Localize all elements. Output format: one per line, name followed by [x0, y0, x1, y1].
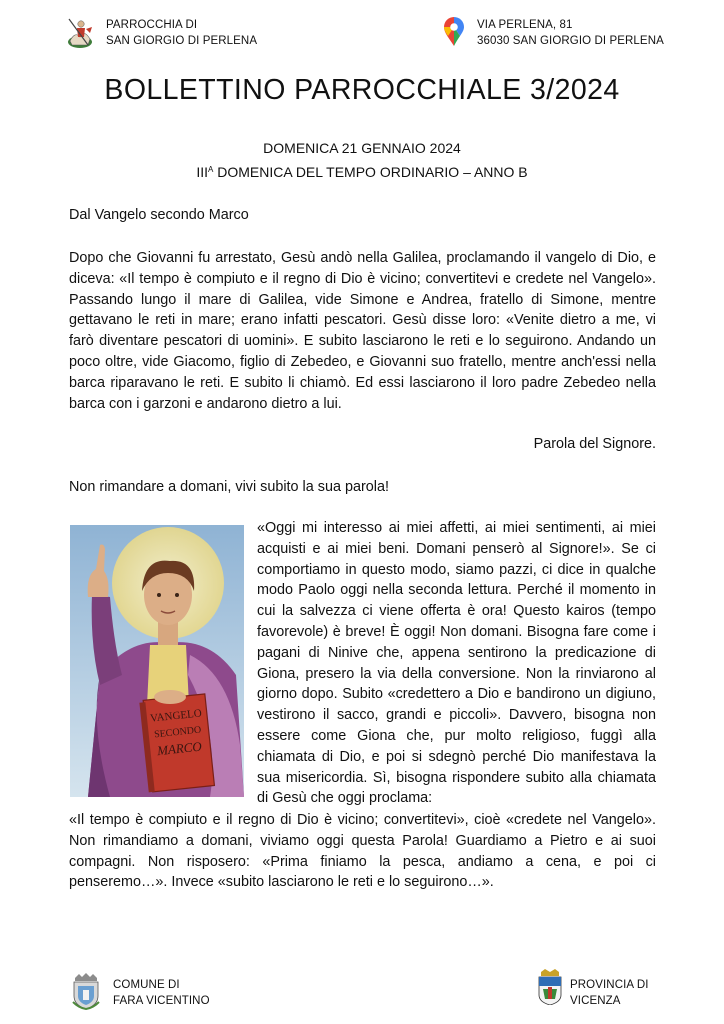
parish-line1: PARROCCHIA DI — [106, 19, 198, 31]
bulletin-title: BOLLETTINO PARROCCHIALE 3/2024 — [104, 74, 620, 106]
comune-crest-icon — [71, 972, 101, 1010]
reflection-text-full-width: «Il tempo è compiuto e il regno di Dio è vicino; convertitevi», cioè «credete nel Vangelo». Non rimandiamo a domani, viviamo oggi questa Parola! Guardiamo a Pietro e ai suoi compagni. Non risposero: «Prima finiamo la pesca, andiamo a cena, e poi ci penseremo…». Invece «subito lasciarono le reti e lo seguirono…». — [69, 812, 656, 891]
comune-line1: COMUNE DI — [113, 979, 180, 991]
map-pin-icon — [443, 17, 465, 47]
provincia-name — [570, 977, 649, 1009]
parish-name — [106, 17, 257, 49]
parish-line2: SAN GIORGIO DI PERLENA — [106, 35, 258, 47]
parish-logo-icon — [66, 15, 94, 51]
book-line3: MARCO — [156, 738, 203, 759]
date-line: DOMENICA 21 GENNAIO 2024 — [263, 140, 461, 156]
gospel-source: Dal Vangelo secondo Marco — [69, 207, 249, 223]
date-block — [0, 138, 724, 183]
provincia-crest-icon — [538, 969, 562, 1005]
provincia-line1: PROVINCIA DI — [570, 979, 649, 991]
saint-mark-illustration — [70, 525, 244, 797]
comune-line2: FARA VICENTINO — [113, 995, 210, 1007]
gospel-closing: Parola del Signore. — [533, 436, 656, 452]
provincia-line2: VICENZA — [570, 995, 621, 1007]
comune-name — [113, 977, 210, 1009]
gospel-text: Dopo che Giovanni fu arrestato, Gesù andò nella Galilea, proclamando il vangelo di Dio, e diceva: «Il tempo è compiuto e il regno di Dio è vicino; convertitevi e credete nel Vangelo». Passando lungo il mare di Galilea, vide Simone e Andrea, fratello di Simone, mentre gettavano le reti in mare; erano infatti pescatori. Gesù disse loro: «Venite dietro a me, vi farò diventare pescatori di uomini». E subito lasciarono le reti e lo seguirono. Andando un poco oltre, vide Giacomo, figlio di Zebedeo, e Giovanni suo fratello, mentre anch'essi nella barca riparavano le reti. E subito li chiamò. Ed essi lasciarono il loro padre Zebedeo nella barca con i garzoni e andarono dietro a lui. — [69, 250, 656, 412]
parish-address — [477, 17, 664, 49]
reflection-heading: Non rimandare a domani, vivi subito la sua parola! — [69, 479, 389, 495]
liturgical-day — [0, 159, 724, 183]
liturgical-day-rest: DOMENICA DEL TEMPO ORDINARIO – ANNO B — [213, 164, 528, 180]
address-line1: VIA PERLENA, 81 — [477, 19, 573, 31]
liturgical-day-sup: A — [208, 165, 214, 174]
address-line2: 36030 SAN GIORGIO DI PERLENA — [477, 35, 664, 47]
book-line1: VANGELO — [149, 707, 203, 725]
liturgical-day-number: III — [196, 164, 209, 180]
reflection-text-beside-image: «Oggi mi interesso ai miei affetti, ai miei sentimenti, ai miei acquisti e ai miei beni. Domani penserò al Signore!». Se ci comportiamo in questo modo, siamo pazzi, ci dice in qualche modo Paolo oggi nella seconda lettura. Perché il momento in cui la salvezza ci viene offerta è ora! Questo kairos (tempo favorevole) è breve! È oggi! Non domani. Bisogna fare come i pagani di Ninive che, appena sentirono la predicazione di Giona, presero la via della conversione. Non la rinviarono al giorno dopo. Subito «credettero a Dio e bandirono un digiuno, vestirono il sacco, grandi e piccoli». Davvero, bisogna non essere come Giona che, pur molto religioso, fuggì alla chiamata di Dio, e poi si sdegnò perché Dio manifestava la sua misericordia. Sì, bisogna rispondere subito alla chiamata di Gesù che oggi proclama: — [257, 520, 656, 807]
book-line2: SECONDO — [153, 724, 202, 741]
